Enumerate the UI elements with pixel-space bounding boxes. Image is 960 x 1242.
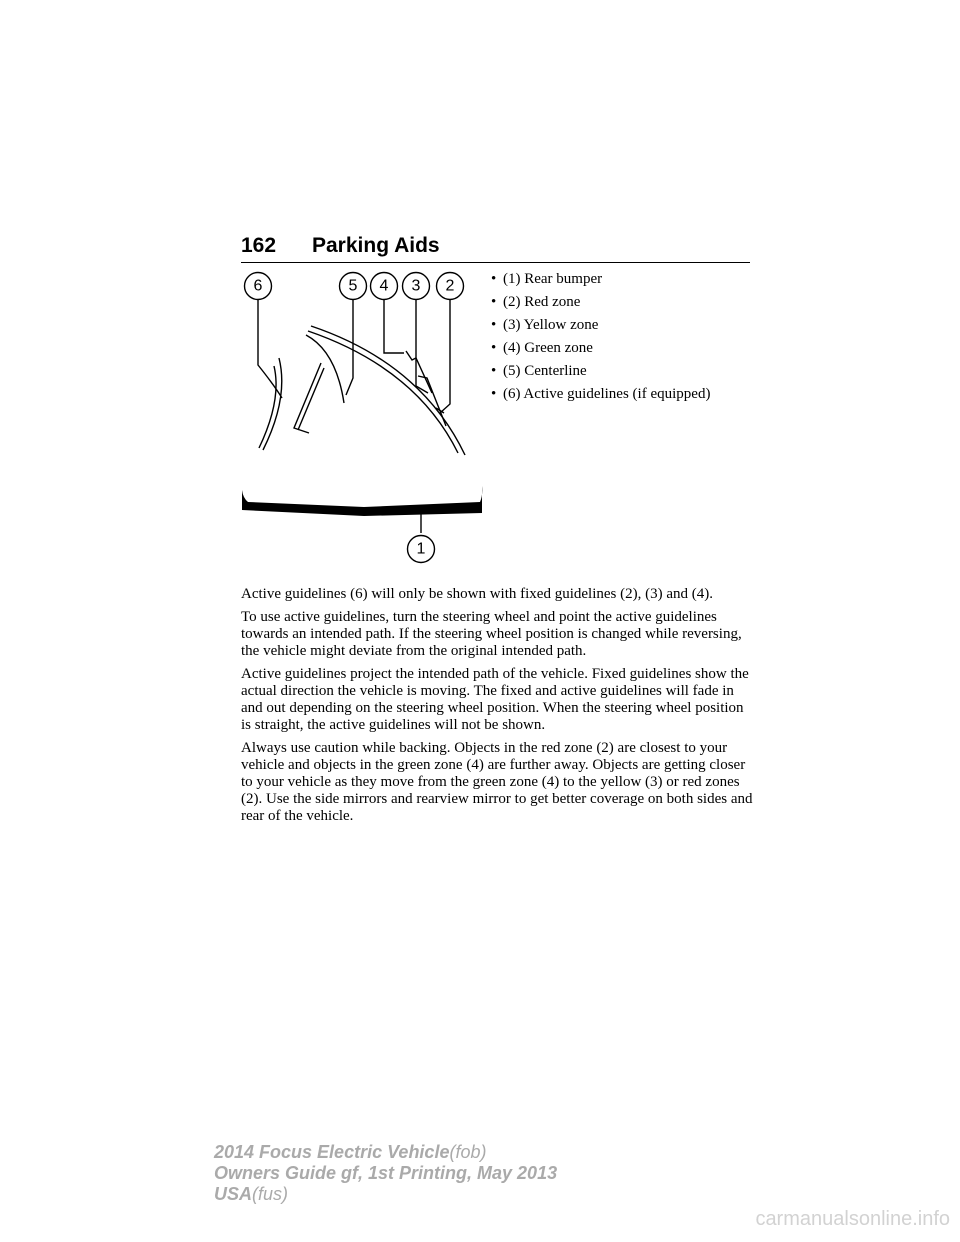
leader-lines — [258, 296, 450, 533]
paragraph: Always use caution while backing. Objects in the red zone (2) are closest to your vehicle and objects in the green zone (4) are further away. Objects are getting closer to your vehicle as they move from the green zone (4) to the yellow (3) or red zones (2). Use the side mirrors and rearview mirror to get better coverage on both sides and rear of the vehicle. — [241, 740, 753, 824]
callout-1 — [408, 536, 435, 563]
leader-5 — [346, 296, 353, 395]
bullet-icon: • — [491, 340, 497, 356]
callout-3-label: 3 — [411, 277, 421, 295]
bullet-icon: • — [491, 363, 497, 379]
leader-4 — [384, 296, 404, 353]
footer-line-2: Owners Guide gf, 1st Printing, May 2013 — [214, 1163, 558, 1183]
leader-2 — [440, 296, 450, 413]
page-number: 162 — [241, 234, 277, 257]
legend-item — [491, 362, 761, 385]
fixed-guideline-inner — [306, 335, 344, 403]
legend-item-label: (5) Centerline — [503, 363, 587, 379]
legend-item-label: (4) Green zone — [503, 340, 593, 356]
fixed-guideline-outer — [311, 326, 465, 455]
leader-6 — [258, 296, 282, 398]
paragraph: Active guidelines project the intended path of the vehicle. Fixed guidelines show the actual direction the vehicle is moving. The fixed and active guidelines will fade in and out depending on the steering wheel position. When the steering wheel position is straight, the active guidelines will not be shown. — [241, 666, 749, 733]
legend-item-label: (1) Rear bumper — [503, 271, 603, 287]
callout-2-label: 2 — [445, 277, 455, 295]
page-footer — [214, 1142, 557, 1205]
diagram-legend — [491, 270, 761, 408]
footer-vehicle-code: (fob) — [449, 1142, 487, 1162]
callout-6 — [245, 273, 272, 300]
legend-item-label: (3) Yellow zone — [503, 317, 599, 333]
callout-6-label: 6 — [253, 277, 263, 295]
paragraph: Active guidelines (6) will only be shown with fixed guidelines (2), (3) and (4). — [241, 586, 713, 602]
bullet-icon: • — [491, 294, 497, 310]
bullet-icon: • — [491, 317, 497, 333]
callout-5-label: 5 — [348, 277, 358, 295]
bullet-icon: • — [491, 271, 497, 287]
footer-market-code: (fus) — [252, 1184, 289, 1204]
footer-line-1 — [214, 1142, 557, 1163]
callout-5 — [340, 273, 367, 300]
paragraph: To use active guidelines, turn the steering wheel and point the active guidelines towards an intended path. If the steering wheel position is changed while reversing, the vehicle might deviate from the original intended path. — [241, 609, 742, 659]
fixed-guideline-inner-tick — [294, 363, 321, 433]
section-title: Parking Aids — [312, 234, 440, 257]
footer-vehicle-name: 2014 Focus Electric Vehicle — [214, 1142, 450, 1162]
body-text — [241, 586, 753, 831]
callout-2 — [437, 273, 464, 300]
diagram-svg — [236, 268, 488, 578]
footer-line-3 — [214, 1184, 557, 1205]
active-guideline-outer — [263, 358, 282, 450]
page-header — [241, 232, 750, 263]
guideline-lines — [259, 326, 465, 455]
callout-3 — [403, 273, 430, 300]
legend-item — [491, 293, 761, 316]
fixed-guideline-outer-2 — [308, 331, 458, 453]
bullet-icon: • — [491, 386, 497, 402]
watermark: carmanualsonline.info — [755, 1208, 950, 1230]
legend-item — [491, 339, 761, 362]
legend-item — [491, 385, 761, 408]
callout-4-label: 4 — [379, 277, 389, 295]
rear-bumper-shape — [242, 486, 482, 516]
fixed-guideline-inner-tick-2 — [298, 368, 324, 430]
callout-4 — [371, 273, 398, 300]
legend-item — [491, 270, 761, 293]
zone-marker-green — [406, 351, 432, 393]
legend-item-label: (6) Active guidelines (if equipped) — [503, 386, 711, 402]
footer-market: USA — [214, 1184, 253, 1204]
legend-item — [491, 316, 761, 339]
legend-item-label: (2) Red zone — [503, 294, 581, 310]
callout-1-label: 1 — [416, 540, 426, 558]
rear-camera-guidelines-diagram — [236, 268, 488, 578]
